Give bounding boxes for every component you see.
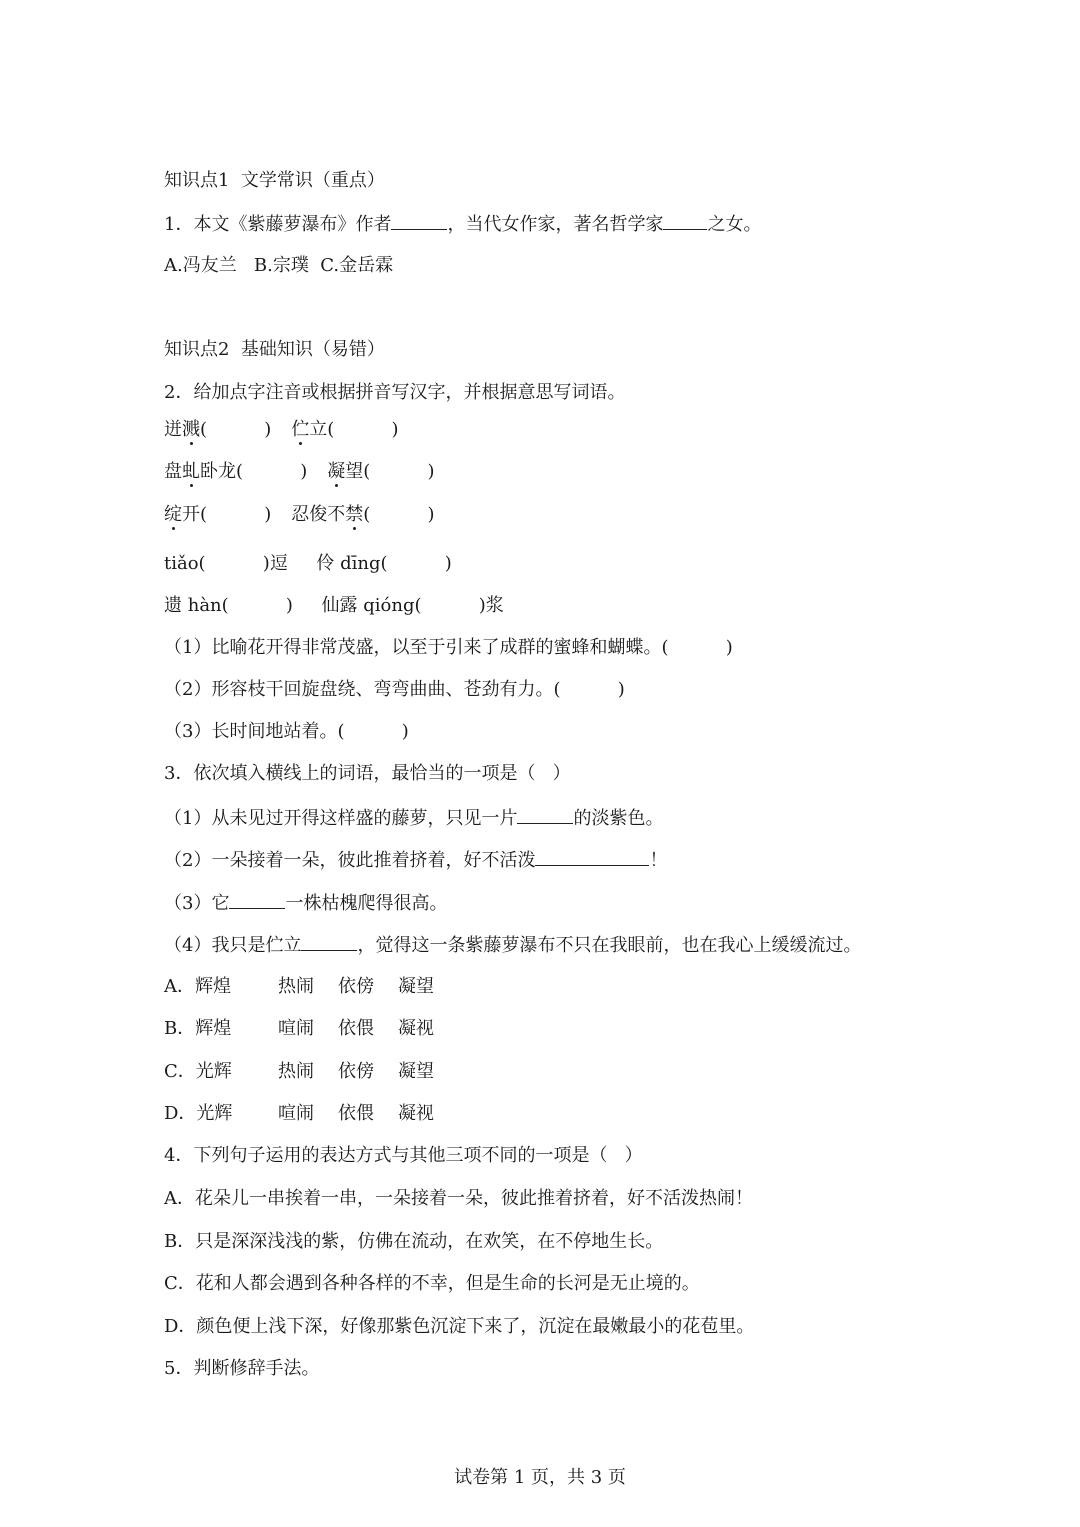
q2-r2b: 凝望( ) (327, 461, 435, 482)
q3-sub-2: （2）一朵接着一朵，彼此推着挤着，好不活泼 ！ (164, 847, 667, 873)
question-5-stem: 5．判断修辞手法。 (164, 1358, 320, 1379)
q2-r1a: 迸溅( ) (164, 419, 272, 440)
question-1 (164, 211, 761, 237)
q3-s4-blank[interactable] (301, 932, 357, 951)
q2-row-3 (164, 503, 435, 527)
q2-sub-1: （1）比喻花开得非常茂盛，以至于引来了成群的蜜蜂和蝴蝶。( ) (164, 637, 733, 658)
q2-r2a: 盘虬卧龙( ) (164, 461, 308, 482)
q1-mid: ，当代女作家，著名哲学家 (447, 214, 664, 235)
q3-sub-1: （1）从未见过开得这样盛的藤萝，只见一片 的淡紫色。 (164, 805, 663, 831)
section-1-title: 知识点1 文学常识（重点） (164, 170, 385, 191)
q3-s2-blank[interactable] (535, 847, 649, 866)
q2-sub-3: （3）长时间地站着。( ) (164, 721, 409, 742)
q3-option-a[interactable]: A．辉煌 热闹 依傍 凝望 (164, 976, 434, 997)
q2-sub-2: （2）形容枝干回旋盘绕、弯弯曲曲、苍劲有力。( ) (164, 679, 625, 700)
q4-option-b[interactable]: B．只是深深浅浅的紫，仿佛在流动，在欢笑，在不停地生长。 (164, 1231, 664, 1252)
q2-r1b: 伫立( ) (291, 419, 399, 440)
q2-row-1 (164, 418, 399, 442)
q4-option-a[interactable]: A．花朵儿一串挨着一串，一朵接着一朵，彼此推着挤着，好不活泼热闹！ (164, 1188, 753, 1209)
q1-blank-1[interactable] (391, 211, 447, 230)
q3-option-b[interactable]: B．辉煌 喧闹 依偎 凝视 (164, 1018, 434, 1039)
q1-pre: 1．本文《紫藤萝瀑布》作者 (164, 214, 392, 235)
q3-option-d[interactable]: D．光辉 喧闹 依偎 凝视 (164, 1103, 434, 1124)
q3-s3-blank[interactable] (229, 890, 285, 909)
question-1-options: A.冯友兰 B.宗璞 C.金岳霖 (164, 255, 394, 276)
q2-r3b: 忍俊不禁( ) (291, 504, 435, 525)
q4-option-c[interactable]: C．花和人都会遇到各种各样的不幸，但是生命的长河是无止境的。 (164, 1273, 700, 1294)
q1-post: 之女。 (707, 214, 762, 235)
page-footer: 试卷第 1 页，共 3 页 (454, 1467, 626, 1488)
q4-option-d[interactable]: D．颜色便上浅下深，好像那紫色沉淀下来了，沉淀在最嫩最小的花苞里。 (164, 1316, 755, 1337)
question-4-stem: 4．下列句子运用的表达方式与其他三项不同的一项是（ ） (164, 1145, 643, 1166)
q2-row-2 (164, 460, 435, 484)
q1-blank-2[interactable] (663, 211, 707, 230)
q2-row-5: 遗 hàn( ) 仙露 qióng( )浆 (164, 595, 504, 616)
q2-row-4: tiǎo( )逗 伶 dīng( ) (164, 553, 452, 574)
q3-sub-4: （4）我只是伫立 ，觉得这一条紫藤萝瀑布不只在我眼前，也在我心上缓缓流过。 (164, 932, 861, 958)
q3-sub-3: （3）它 一株枯槐爬得很高。 (164, 890, 447, 916)
q2-r3a: 绽开( ) (164, 504, 272, 525)
q3-option-c[interactable]: C．光辉 热闹 依傍 凝望 (164, 1061, 434, 1082)
question-2-stem: 2．给加点字注音或根据拼音写汉字，并根据意思写词语。 (164, 382, 626, 403)
section-2-title: 知识点2 基础知识（易错） (164, 339, 385, 360)
q3-s1-blank[interactable] (517, 805, 573, 824)
question-3-stem: 3．依次填入横线上的词语，最恰当的一项是（ ） (164, 763, 571, 784)
